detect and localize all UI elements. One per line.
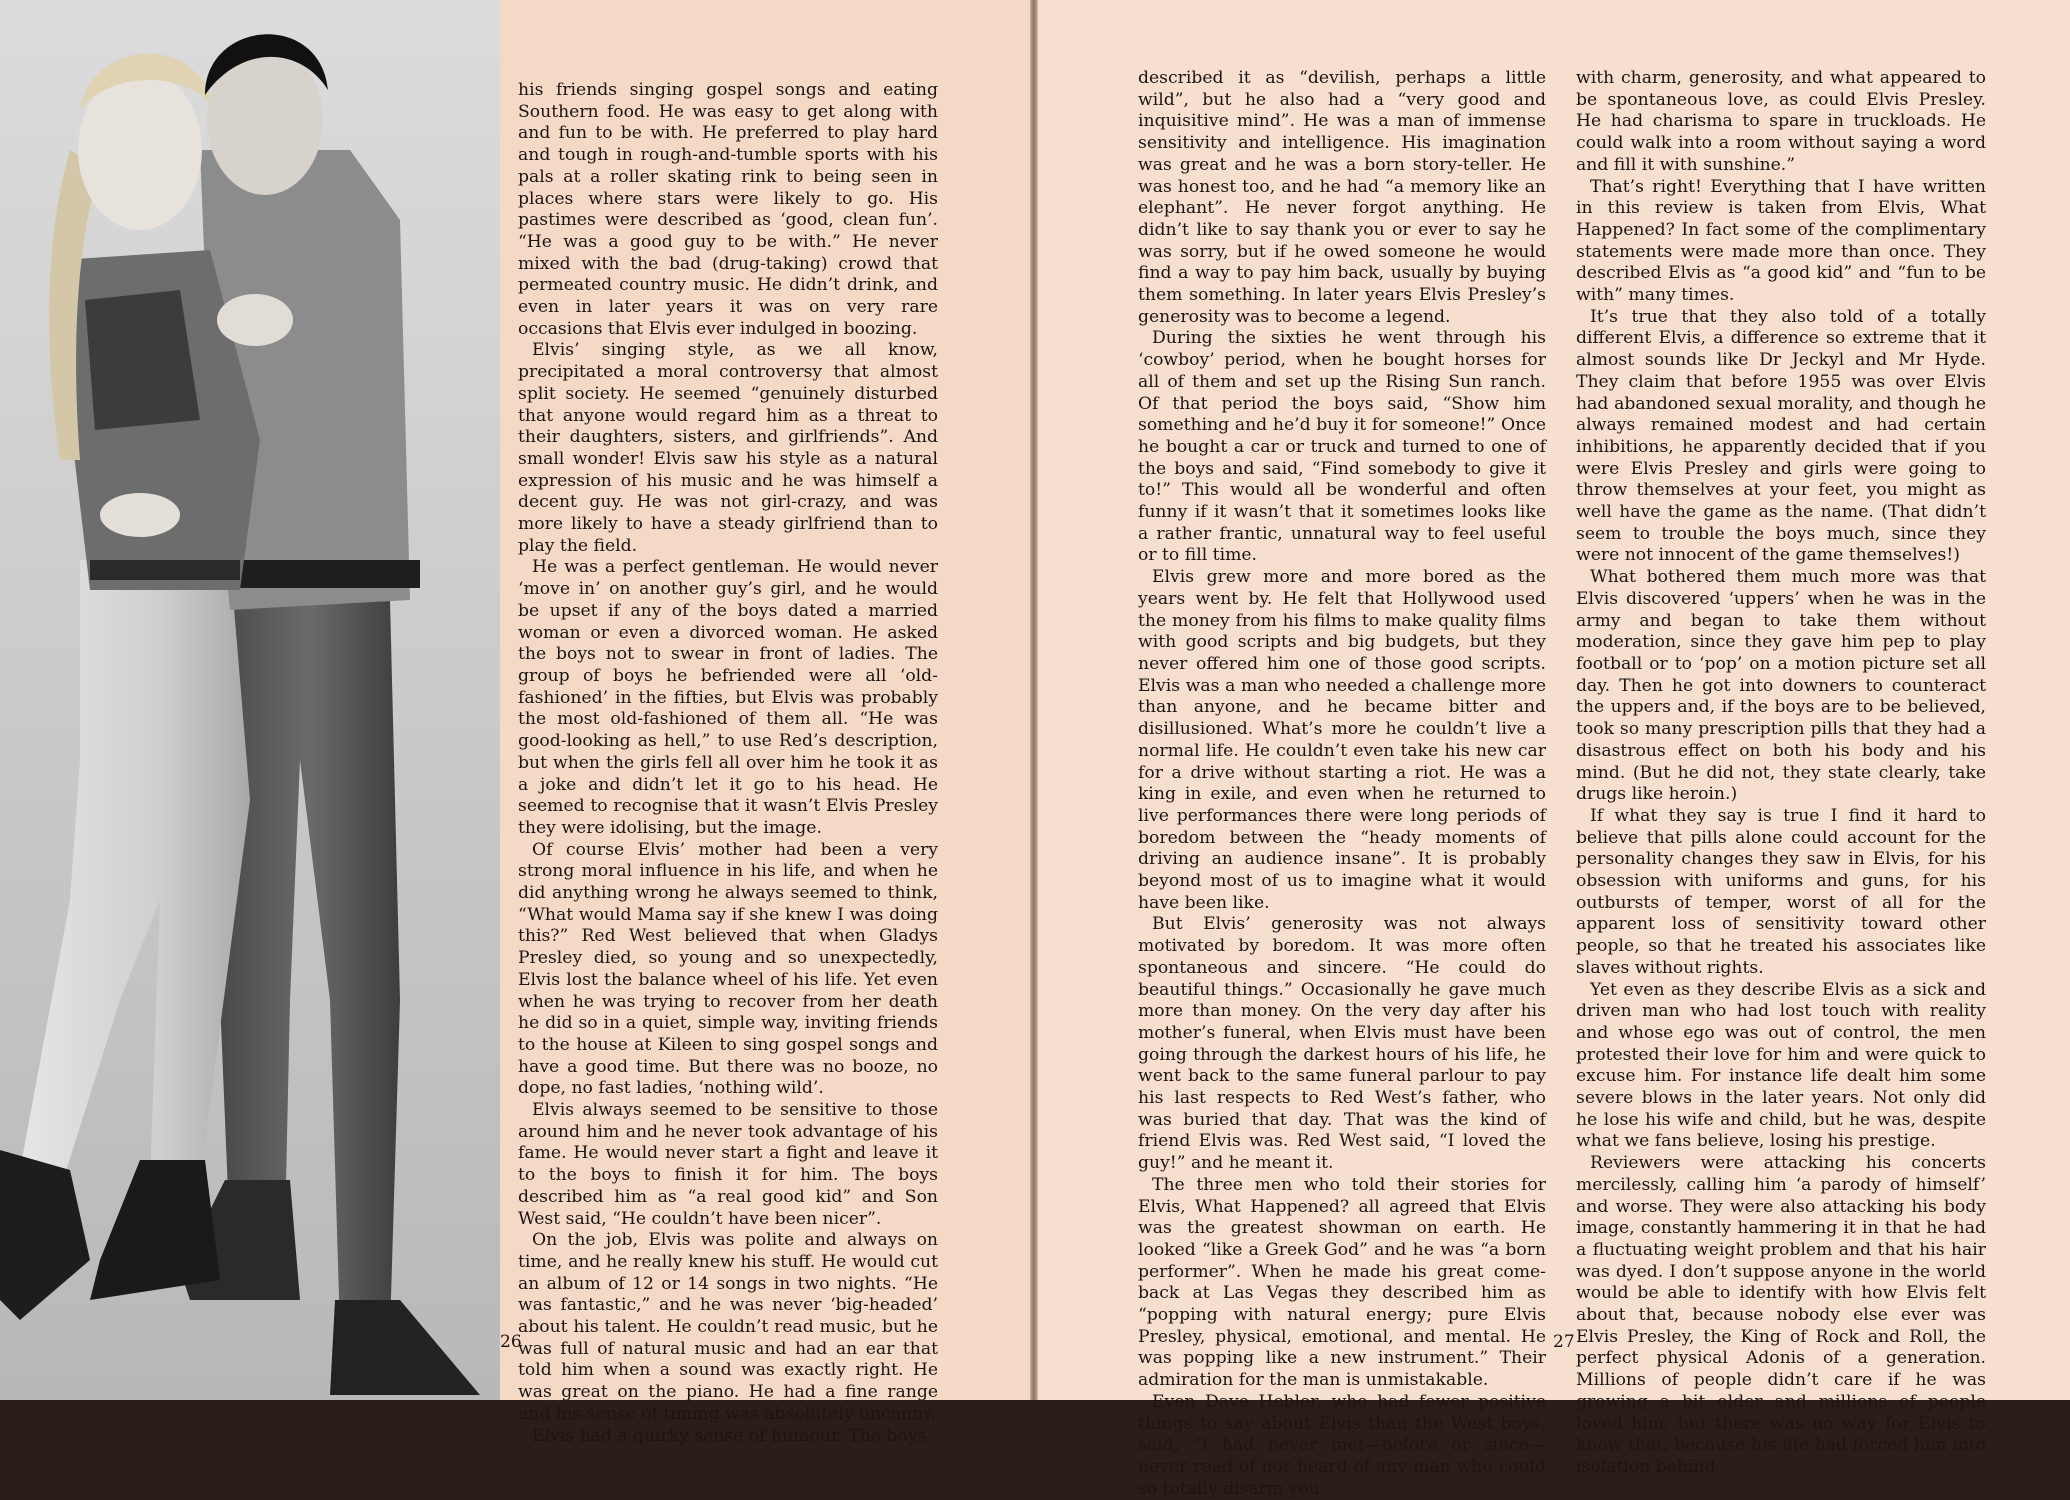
middle-text-column <box>1138 68 1546 1500</box>
paragraph: The three men who told their stories for Elvis, What Happened? all agreed that Elvis was the greatest showman on earth. He looked “like a Greek God” and he was “a born performer”. When he made his great come-back at Las Vegas they described him as “popping with natural energy; pure Elvis Presley, physical, emotional, and mental. He was popping like a new instrument.” Their admiration for the man is unmistakable. <box>1138 1174 1546 1391</box>
page-number-left: 26 <box>500 1332 522 1352</box>
paragraph: his friends singing gospel songs and eating Southern food. He was easy to get along with and fun to be with. He preferred to play hard and tough in rough-and-tumble sports with his pals at a roller skating rink to being seen in places where stars were likely to go. His pastimes were described as ‘good, clean fun’. “He was a good guy to be with.” He never mixed with the bad (drug-taking) crowd that permeated country music. He didn’t drink, and even in later years it was on very rare occasions that Elvis ever indulged in boozing. <box>518 80 938 339</box>
paragraph: with charm, generosity, and what appeared to be spontaneous love, as could Elvis Presley. He had charisma to spare in truckloads. He could walk into a room without saying a word and fill it with sunshine.” <box>1576 68 1986 175</box>
left-text-column <box>518 80 938 1447</box>
paragraph: It’s true that they also told of a totally different Elvis, a difference so extreme that it almost sounds like Dr Jeckyl and Mr Hyde. They claim that before 1955 was over Elvis had abandoned sexual morality, and though he always remained modest and had certain inhibitions, he apparently decided that if you were Elvis Presley and girls were going to throw themselves at your feet, you might as well have the game as the name. (That didn’t seem to trouble the boys much, since they were not innocent of the game themselves!) <box>1576 306 1986 566</box>
page-number-right: 27 <box>1553 1332 1575 1352</box>
left-page <box>0 0 1030 1446</box>
photo-illustration <box>0 0 500 1400</box>
paragraph: Elvis had a quirky sense of humour. The boys <box>532 1425 927 1446</box>
paragraph: He was a perfect gentleman. He would never ‘move in’ on another guy’s girl, and he would be upset if any of the boys dated a married woman or even a divorced woman. He asked the boys not to swear in front of ladies. The group of boys he befriended were all ‘old-fashioned’ in the fifties, but Elvis was probably the most old-fashioned of them all. “He was good-looking as hell,” to use Red’s description, but when the girls fell all over him he took it as a joke and didn’t let it go to his head. He seemed to recognise that it wasn’t Elvis Presley they were idolising, but the image. <box>518 557 938 838</box>
paragraph: Elvis grew more and more bored as the years went by. He felt that Hollywood used the money from his films to make quality films with good scripts and big budgets, but they never offered him one of those good scripts. Elvis was a man who needed a challenge more than anyone, and he became bitter and disillusioned. What’s more he couldn’t live a normal life. He couldn’t even take his new car for a drive without starting a riot. He was a king in exile, and even when he returned to live performances there were long periods of boredom between the “heady moments of driving an audience insane”. It is probably beyond most of us to imagine what it would have been like. <box>1138 567 1546 913</box>
paragraph: What bothered them much more was that Elvis discovered ‘uppers’ when he was in the army and began to take them without moderation, since they gave him pep to play football or to ‘pop’ on a motion picture set all day. Then he got into downers to counteract the uppers and, if the boys are to be believed, took so many prescription pills that they had a disastrous effect on both his body and his mind. (But he did not, they state clearly, take drugs like heroin.) <box>1576 567 1986 805</box>
paragraph: If what they say is true I find it hard to believe that pills alone could account for the personality changes they saw in Elvis, for his obsession with uniforms and guns, for his outbursts of temper, worst of all for the apparent loss of sensitivity toward other people, so that he treated his associates like slaves without rights. <box>1576 805 1986 978</box>
paragraph: Reviewers were attacking his concerts mercilessly, calling him ‘a parody of himself’ and worse. They were also attacking his body image, constantly hammering it in that he had a fluctuating weight problem and that his hair was dyed. I don’t suppose anyone in the world would be able to identify with how Elvis felt about that, because nobody else ever was Elvis Presley, the King of Rock and Roll, the perfect physical Adonis of a generation. Millions of people didn’t care if he was growing a bit older and millions of people loved him, but there was no way for Elvis to know that, because his life had forced him into isolation behind <box>1576 1153 1986 1477</box>
right-text-column <box>1576 68 1986 1479</box>
paragraph: Of course Elvis’ mother had been a very strong moral influence in his life, and when he did anything wrong he always seemed to think, “What would Mama say if she knew I was doing this?” Red West believed that when Gladys Presley died, so young and so unexpectedly, Elvis lost the balance wheel of his life. Yet even when he was trying to recover from her death he did so in a quiet, simple way, inviting friends to the house at Kileen to sing gospel songs and have a good time. But there was no booze, no dope, no fast ladies, ‘nothing wild’. <box>518 839 938 1099</box>
paragraph: On the job, Elvis was polite and always on time, and he really knew his stuff. He would cut an album of 12 or 14 songs in two nights. “He was fantastic,” and he was never ‘big-headed’ about his talent. He couldn’t read music, but he was full of natural music and had an ear that told him when a sound was exactly right. He was great on the piano. He had a fine range and his sense of timing was absolutely uncanny. <box>518 1230 938 1424</box>
paragraph: But Elvis’ generosity was not always motivated by boredom. It was more often spontaneous and sincere. “He could do beautiful things.” Occasionally he gave much more than money. On the very day after his mother’s funeral, when Elvis must have been going through the darkest hours of his life, he went back to the same funeral parlour to pay his last respects to Red West’s father, who was buried that day. That was the kind of friend Elvis was. Red West said, “I loved the guy!” and he meant it. <box>1138 914 1546 1174</box>
paragraph: Elvis’ singing style, as we all know, precipitated a moral controversy that almost split society. He seemed “genuinely disturbed that anyone would regard him as a threat to their daughters, sisters, and girlfriends”. And small wonder! Elvis saw his style as a natural expression of his music and he was himself a decent guy. He was not girl-crazy, and was more likely to have a steady girlfriend than to play the field. <box>518 340 938 556</box>
paragraph: Yet even as they describe Elvis as a sick and driven man who had lost touch with reality and whose ego was out of control, the men protested their love for him and were quick to excuse him. For instance life dealt him some severe blows in the later years. Not only did he lose his wife and child, but he was, despite what we fans believe, losing his prestige. <box>1576 979 1986 1152</box>
paragraph: Even Dave Hebler, who had fewer positive things to say about Elvis than the West boys, said, “I had never met—before or since—never read of nor heard of any man who could so totally disarm you <box>1138 1391 1546 1499</box>
paragraph: Elvis always seemed to be sensitive to those around him and he never took advantage of his fame. He would never start a fight and leave it to the boys to finish it for him. The boys described him as “a real good kid” and Son West said, “He couldn’t have been nicer”. <box>518 1100 938 1229</box>
photo-couple-embrace <box>0 0 500 1400</box>
paragraph: described it as “devilish, perhaps a little wild”, but he also had a “very good and inquisitive mind”. He was a man of immense sensitivity and intelligence. His imagination was great and he was a born story-teller. He was honest too, and he had “a memory like an elephant”. He never forgot anything. He didn’t like to say thank you or ever to say he was sorry, but if he owed someone he would find a way to pay him back, usually by buying them something. In later years Elvis Presley’s generosity was to become a legend. <box>1138 68 1546 327</box>
paragraph: That’s right! Everything that I have written in this review is taken from Elvis, What Happened? In fact some of the complimentary statements were made more than once. They described Elvis as “a good kid” and “fun to be with” many times. <box>1576 176 1986 306</box>
book-gutter <box>1030 0 1038 1400</box>
paragraph: During the sixties he went through his ‘cowboy’ period, when he bought horses for all of them and set up the Rising Sun ranch. Of that period the boys said, “Show him something and he’d buy it for someone!” Once he bought a car or truck and turned to one of the boys and said, “Find somebody to give it to!” This would all be wonderful and often funny if it wasn’t that it sometimes looks like a rather frantic, unnatural way to feel useful or to fill time. <box>1138 328 1546 566</box>
